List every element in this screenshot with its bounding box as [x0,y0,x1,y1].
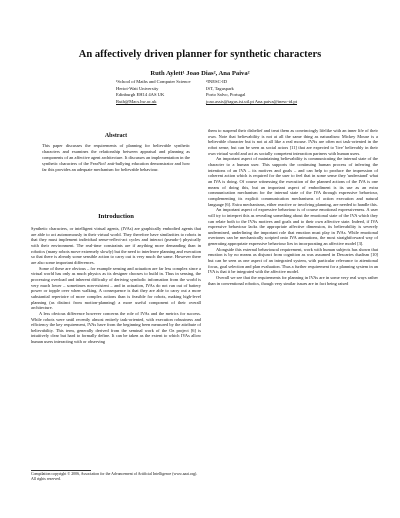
paper-title: An affectively driven planner for synthetic characters [78,49,322,60]
body-paragraph: An important aspect of maintaining believability is communicating the internal state of the character to a human user. This supports the continuing human process of inferring the intentions of an IVA – its motives and goals – and can help to produce the impression of coherent action which is required for the user to feel that in some sense they 'understand' what an IVA is doing. Of course witnessing the execution of the planned actions of the IVA is one means of doing this, but an important aspect of embodiment is its use as an extra communication mechanism for the internal state of the IVA through expressive behaviour, complementing its explicit communication mechanisms of action execution and natural language [6]. Extra mechanisms, either reactive or involving planning, are needed to handle this. [208,156,378,207]
affiliation-line: IST, Taguspark [206,85,234,91]
affiliation-email: Ruth@Macs.hw.ac.uk [116,99,157,105]
abstract-text: This paper discusses the requirements of planning for believable synthetic characters and examines the relationship between appraisal and planning as components of an affective agent architecture. It discusses an implementation in the synthetic characters of the FearNot! anti-bullying education demonstrator and how far this provides an adequate mechanism for believable behaviour. [42,143,190,172]
affiliation-email: joao.assis@tagus.ist.utl.pt Ana.paiva@inesc-id.pt [206,99,298,105]
left-column-body [31,226,201,345]
affiliation-1 [116,79,190,106]
body-paragraph: An important aspect of expressive behaviour is of course emotional expressiveness. A user will try to interpret this as revealing something about the emotional state of the IVA which they can relate both to the IVAs motives and goals and to their own affective state. Indeed, if IVA expressive behaviour lacks the appropriate affective dimension, its believability is severely undermined, underlining the important role that emotion must play in IVAs. While emotional overtones can be mechanically scripted onto IVA animations, the most straightforward way of generating appropriate expressive behaviour lies in incorporating an affective model [3]. [208,207,378,247]
affiliation-2 [206,79,297,106]
affiliation-line: Heriot-Watt University [116,85,159,91]
copyright-notice: Compilation copyright © 2006, Association for the Advancement of Artificial Intelligence (www.aaai.org). All rights reserved. [31,472,198,481]
affiliation-line: Edinburgh EH14 4AS UK [116,92,165,98]
introduction-heading: Introduction [98,213,134,220]
body-paragraph: Some of these are obvious – for example sensing and actuation are far less complex since a virtual world has only as much physics as its designer chooses to build in. Thus in sensing, the processing overload and inherent difficulty of deriving symbolic information from the world is very much lower – sometimes non-existent – and in actuation, IVAs do not run out of battery power or topple over when walking. A consequence is that they are able to carry out a more substantial repertoire of more complex actions than is feasible for robots, making high-level planning (as distinct from motion-planning) a more useful component of their overall architecture. [31,265,201,311]
affiliation-line: ¹School of Maths and Computer Science [116,79,191,84]
body-paragraph: Synthetic characters, or intelligent virtual agents, (IVAs) are graphically embodied agents that are able to act autonomously in their virtual world. They therefore have similarities to robots in that they must implement individual sense-reflect-act cycles and interact (pseudo-) physically with their environment. The real-time constraints are if anything more demanding than in robotics (many robots move extremely slowly) but the need to interleave planning and execution so that there is already some sensible action to carry out is very much the same. However there are also some important differences. [31,226,201,265]
right-column-body [208,128,378,286]
affiliation-line: ²INESC-ID [206,79,228,84]
body-paragraph: A less obvious difference however concerns the role of IVAs and the metrics for success. While robots were until recently almost entirely task-oriented, with execution robustness and efficiency the key requirement, IVAs have from the beginning been measured by the attribute of believability. This term, generally derived from the seminal work of the Oz project [6] is intuitively clear but hard to formally define. It can be taken as the extent to which IVAs allow human users interacting with or observing [31,310,201,345]
affiliation-line: Porto Salvo, Portugal [206,92,246,98]
paper-authors: Ruth Aylett¹ Joao Dias², Ana Paiva² [150,70,250,77]
body-paragraph: Overall we see that the requirements for planning in IVAs are in some very real ways rather than in conventional robotics, though very similar issues are in fact being raised [208,275,378,286]
body-paragraph: them to suspend their disbelief and treat them as convincingly lifelike with an inner life of their own. Note that believability is not at all the same thing as naturalism: Mickey Mouse is a believable character but is not at all like a real mouse. IVAs are often not task-oriented in the robot sense, but can be seen as social actors [11] that are expected to 'live' believably in their own virtual world and act as socially competent interaction partners with human users. [208,128,378,156]
body-paragraph: Alongside this external behavioural requirement, work with human subjects has shown that emotion is by no means as disjunct from cognition as was assumed in Descartes dualism [10] but can be seen as one aspect of an integrated system, with particular relevance to attentional focus, goal selection and plan evaluation. Thus a further requirement for a planning system in an IVA is that it be integrated with the affective model. [208,246,378,275]
footnote-rule [31,470,91,471]
abstract-heading: Abstract [104,133,128,139]
